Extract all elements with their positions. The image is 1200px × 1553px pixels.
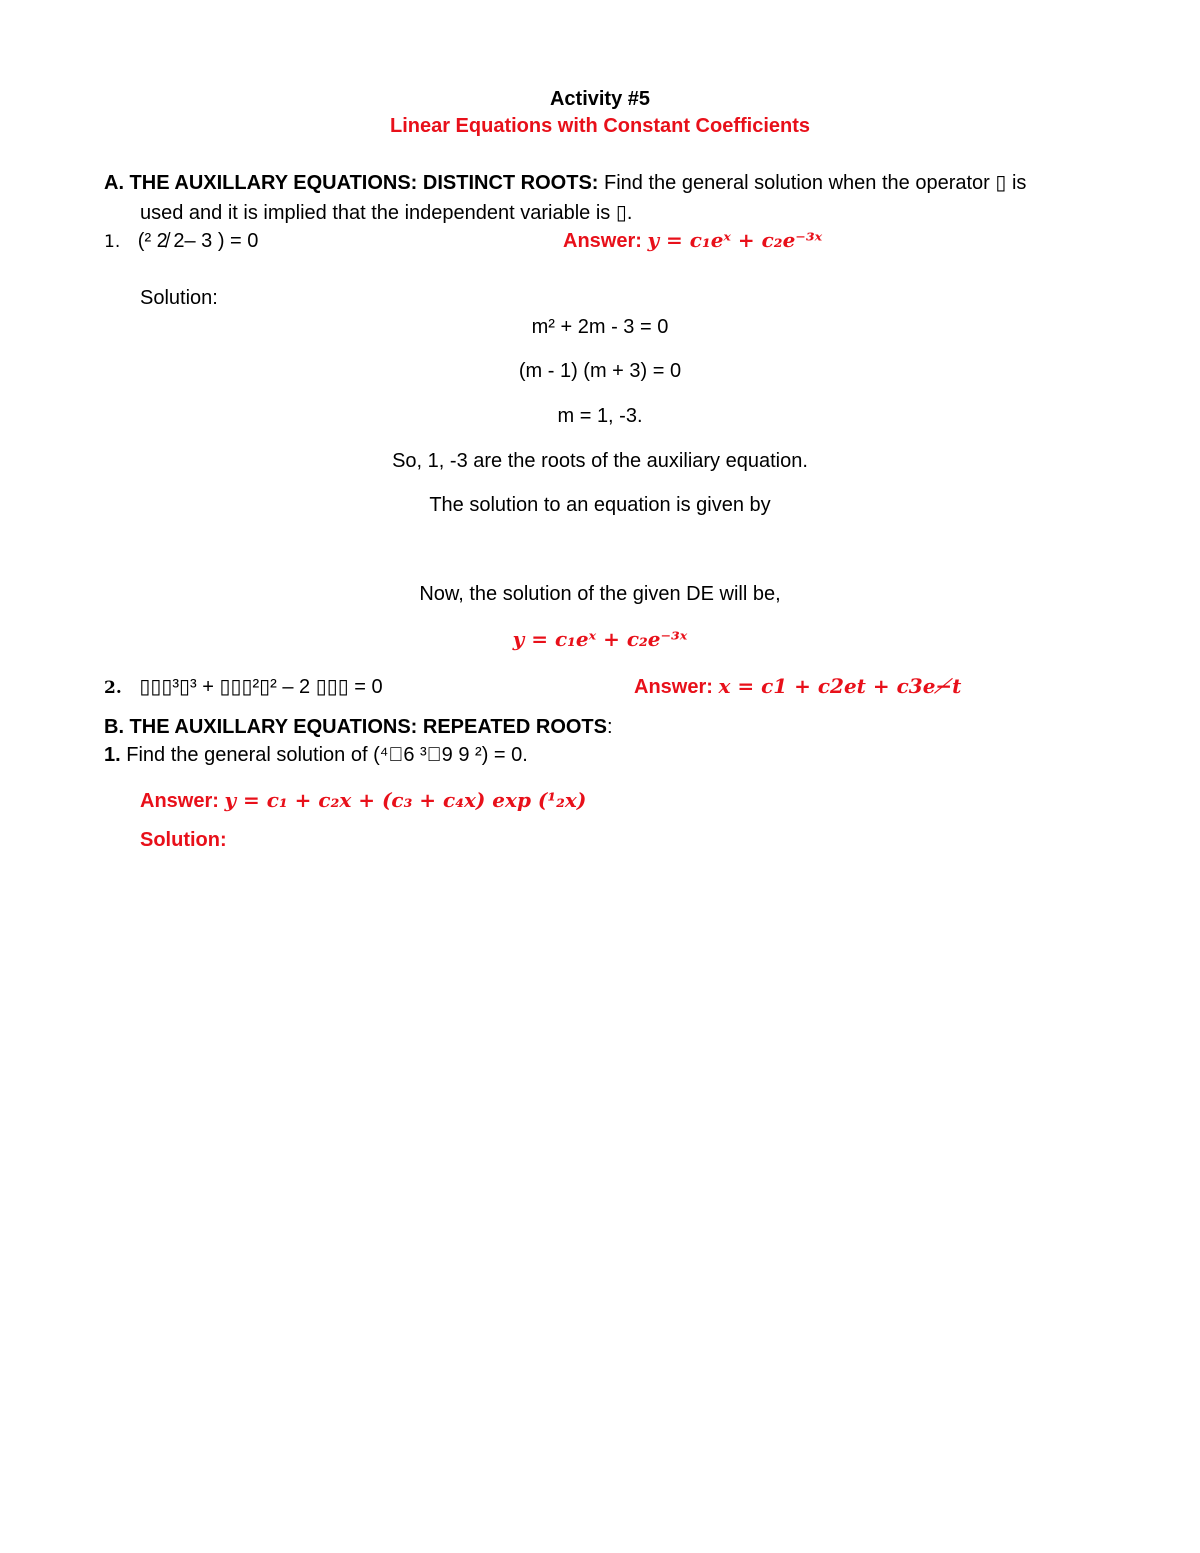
solution-step-1: m² + 2m - 3 = 0 — [531, 316, 669, 338]
section-b-colon: : — [607, 716, 613, 738]
section-b-heading: B. THE AUXILLARY EQUATIONS: REPEATED ROOTS — [104, 716, 607, 738]
problem-a2-equation: ▯▯▯³▯³ + ▯▯▯²▯² – 2 ▯▯▯ = 0 — [139, 676, 383, 698]
answer-label: Answer: — [563, 230, 642, 252]
problem-b1-solution-label: Solution: — [140, 829, 227, 851]
solution-label: Solution: — [140, 287, 218, 309]
final-answer: y = c₁eˣ + c₂e⁻³ˣ — [512, 627, 688, 651]
solution-step-5: The solution to an equation is given by — [429, 494, 771, 516]
solution-step-3: m = 1, -3. — [557, 405, 643, 427]
answer-label: Answer: — [140, 790, 219, 812]
page-subtitle: Linear Equations with Constant Coefficients — [389, 115, 811, 137]
problem-a2-answer — [634, 674, 961, 699]
problem-a2 — [104, 674, 383, 699]
section-a-instruction-1: Find the general solution when the operator ▯ is — [604, 172, 1027, 194]
solution-step-2: (m - 1) (m + 3) = 0 — [518, 360, 682, 382]
answer-math: y = c₁ + c₂x + (c₃ + c₄x) exp (¹₂x) — [224, 788, 587, 812]
problem-a1-equation: (² 2̸ 2– 3 ) = 0 — [137, 230, 259, 252]
section-a-heading: A. THE AUXILLARY EQUATIONS: DISTINCT ROOTS: — [104, 172, 599, 194]
section-b-heading-line — [104, 716, 613, 739]
section-a-line1 — [104, 170, 1026, 195]
problem-b1 — [104, 744, 528, 767]
problem-a2-number: 2. — [104, 678, 122, 698]
problem-a1-answer — [563, 228, 822, 253]
problem-a1-number: 1. — [104, 232, 121, 252]
solution-step-6: Now, the solution of the given DE will be, — [419, 583, 781, 605]
problem-b1-answer — [140, 788, 586, 813]
solution-step-4: So, 1, -3 are the roots of the auxiliary equation. — [392, 450, 808, 472]
problem-b1-number: 1. — [104, 744, 121, 766]
problem-a1 — [104, 230, 258, 253]
answer-math: x = c1 + c2et + c3e−̸t — [718, 674, 962, 698]
answer-math: y = c₁eˣ + c₂e⁻³ˣ — [647, 228, 823, 252]
section-a-instruction-2: used and it is implied that the independent variable is ▯. — [140, 202, 633, 224]
page-title: Activity #5 — [549, 88, 651, 110]
answer-label: Answer: — [634, 676, 713, 698]
problem-b1-text: Find the general solution of (⁴⃝6 ³⃝9 9 ²) = 0. — [126, 744, 528, 766]
